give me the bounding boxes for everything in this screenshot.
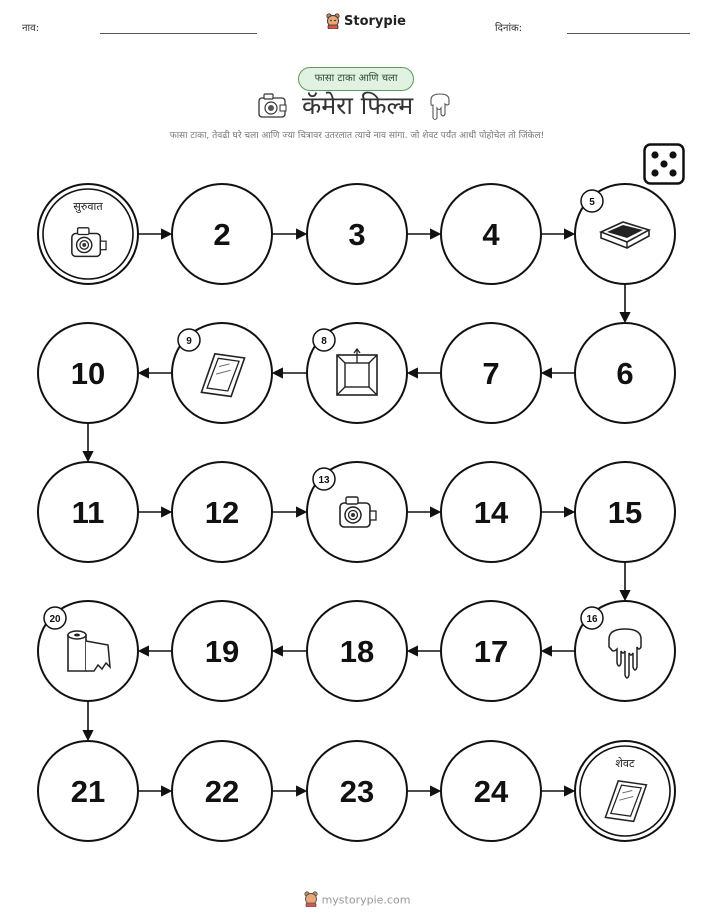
- board-cell-9[interactable]: [172, 323, 272, 423]
- cell-number: 3: [348, 217, 366, 252]
- game-tag: फासा टाका आणि चला: [298, 67, 414, 91]
- cell-number: 20: [49, 614, 61, 625]
- cell-number: 23: [339, 774, 375, 809]
- instructions: फासा टाका, तेवढी घरे चला आणि ज्या चित्रावर उतरलात त्याचे नाव सांगा. जो शेवट पर्यंत आधी पोहोचेल तो जिंकेल!: [169, 131, 545, 141]
- cell-number: 18: [339, 634, 375, 669]
- board-cell-3[interactable]: [307, 184, 407, 284]
- cell-number: 14: [473, 495, 509, 530]
- board-cell-23[interactable]: [307, 741, 407, 841]
- brand-name: Storypie: [344, 13, 406, 29]
- board-cell-17[interactable]: [441, 601, 541, 701]
- cell-number: 5: [589, 197, 595, 208]
- board-cells: [38, 184, 675, 841]
- cell-number: 11: [71, 495, 105, 530]
- board-cell-25[interactable]: [575, 741, 675, 841]
- board-cell-13[interactable]: [307, 462, 407, 562]
- page-title: कॅमेरा फिल्म: [302, 91, 414, 120]
- cell-number: 6: [616, 356, 634, 391]
- date-label: दिनांक:: [495, 23, 523, 34]
- cell-number: 2: [213, 217, 231, 252]
- footer: [0, 891, 714, 910]
- cell-number: 24: [473, 774, 509, 809]
- cell-number: 12: [204, 495, 240, 530]
- cell-number: 4: [482, 217, 500, 252]
- slide-frame-icon: [337, 349, 377, 395]
- board-cell-15[interactable]: [575, 462, 675, 562]
- board-cell-11[interactable]: [38, 462, 138, 562]
- cell-number: 16: [586, 614, 598, 625]
- board-cell-6[interactable]: [575, 323, 675, 423]
- board-cell-8[interactable]: [307, 323, 407, 423]
- cell-number: 7: [482, 356, 500, 391]
- board-cell-10[interactable]: [38, 323, 138, 423]
- board-cell-16[interactable]: [575, 601, 675, 701]
- board-cell-21[interactable]: [38, 741, 138, 841]
- cell-number: 13: [318, 475, 330, 486]
- board-cell-22[interactable]: [172, 741, 272, 841]
- cell-number: 8: [321, 336, 327, 347]
- name-label: नाव:: [22, 23, 40, 34]
- cell-number: 21: [70, 774, 106, 809]
- cell-number: 17: [473, 634, 509, 669]
- cell-number: 15: [607, 495, 643, 530]
- end-label: शेवट: [615, 757, 635, 770]
- board-cell-2[interactable]: [172, 184, 272, 284]
- cell-number: 10: [70, 356, 106, 391]
- footer-url[interactable]: mystorypie.com: [321, 893, 411, 907]
- board-cell-20[interactable]: [38, 601, 138, 701]
- board-cell-12[interactable]: [172, 462, 272, 562]
- board-cell-7[interactable]: [441, 323, 541, 423]
- board-cell-4[interactable]: [441, 184, 541, 284]
- cell-number: 9: [186, 336, 192, 347]
- footer-bear-icon: [304, 891, 318, 910]
- start-label: सुरुवात: [73, 200, 103, 213]
- cell-number: 22: [204, 774, 240, 809]
- board-cell-1[interactable]: [38, 184, 138, 284]
- board-cell-5[interactable]: [575, 184, 675, 284]
- board-cell-19[interactable]: [172, 601, 272, 701]
- board-cell-24[interactable]: [441, 741, 541, 841]
- board-cell-18[interactable]: [307, 601, 407, 701]
- cell-number: 19: [204, 634, 240, 669]
- board-cell-14[interactable]: [441, 462, 541, 562]
